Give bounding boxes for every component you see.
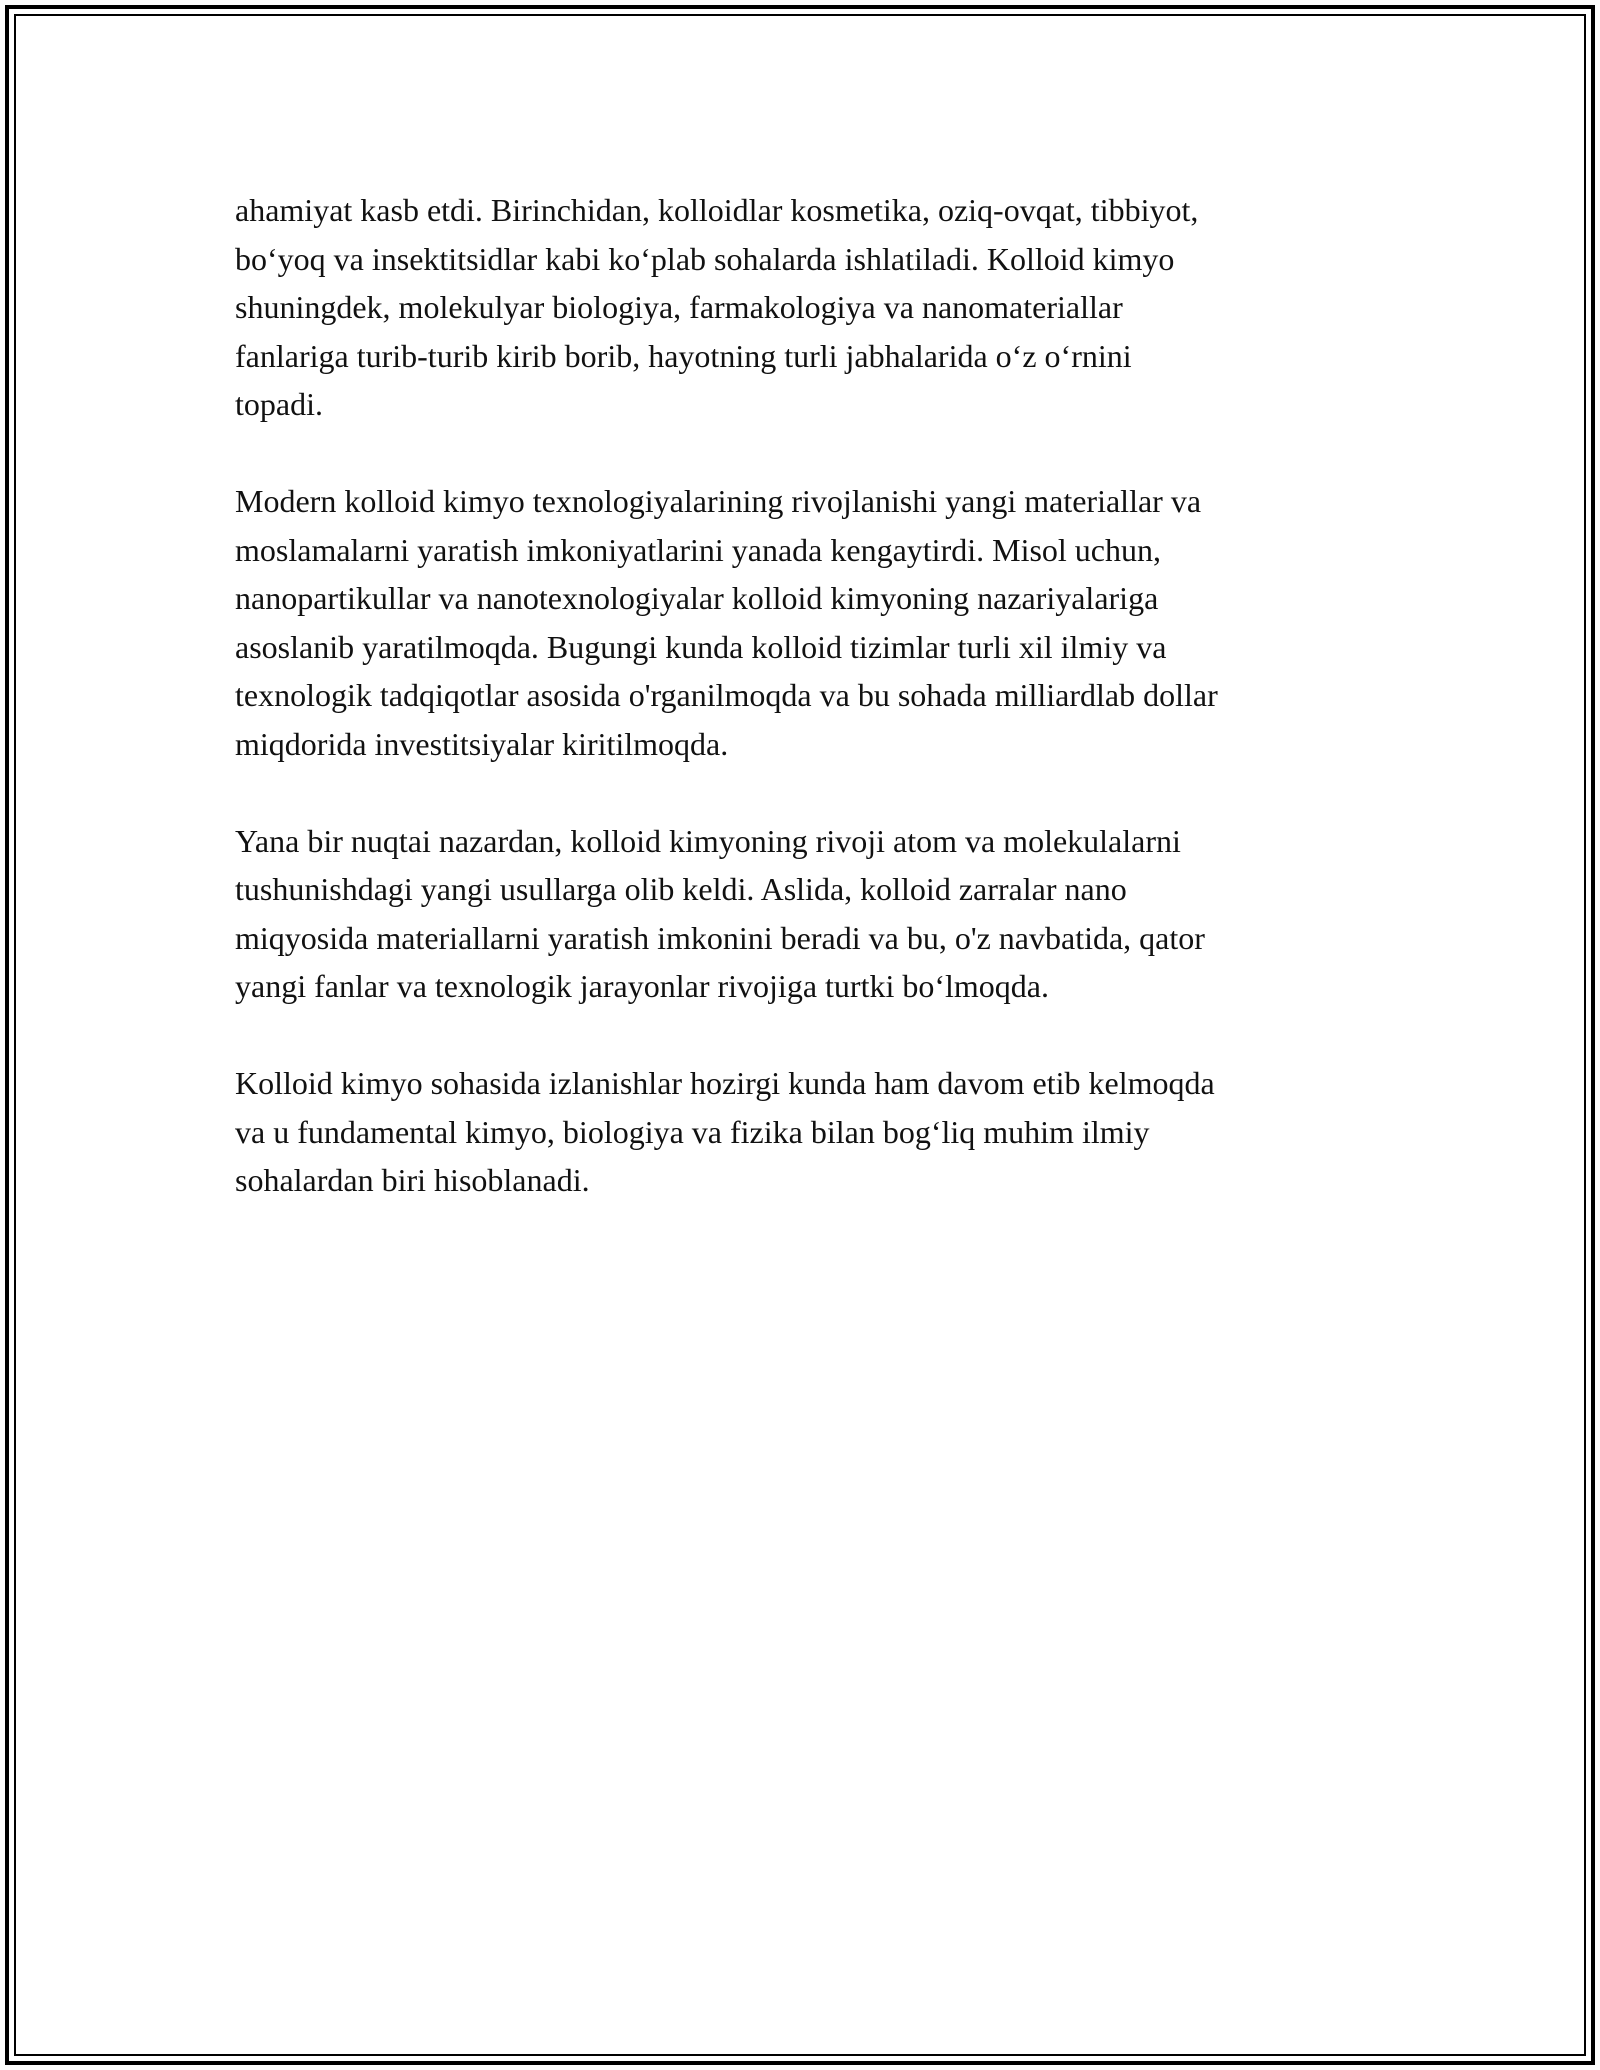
text-line: asoslanib yaratilmoqda. Bugungi kunda kolloid tizimlar turli xil ilmiy va [235, 628, 1167, 665]
text-line: yangi fanlar va texnologik jarayonlar rivojiga turtki bo‘lmoqda. [235, 968, 1049, 1004]
text-line: Kolloid kimyo sohasida izlanishlar hozirgi kunda ham davom etib kelmoqda [235, 1065, 1215, 1101]
text-line: tushunishdagi yangi usullarga olib keldi. Aslida, kolloid zarralar nano [235, 871, 1127, 907]
text-line: miqyosida materiallarni yaratish imkonini beradi va bu, o'z navbatida, qator [235, 919, 1205, 956]
text-line: Yana bir nuqtai nazardan, kolloid kimyoning rivoji atom va molekulalarni [235, 822, 1181, 859]
text-line: Modern kolloid kimyo texnologiyalarining rivojlanishi yangi materiallar va [235, 483, 1202, 519]
text-line: texnologik tadqiqotlar asosida o'rganilmoqda va bu sohada milliardlab dollar [235, 677, 1218, 713]
text-line: nanopartikullar va nanotexnologiyalar kolloid kimyoning nazariyalariga [235, 580, 1159, 616]
text-line: va u fundamental kimyo, biologiya va fizika bilan bog‘liq muhim ilmiy [235, 1113, 1150, 1150]
text-line: miqdorida investitsiyalar kiritilmoqda. [235, 725, 729, 762]
text-line: sohalardan biri hisoblanadi. [235, 1162, 590, 1198]
paragraph-4 [235, 1059, 1375, 1205]
paragraph-3 [235, 817, 1375, 1011]
document-body [235, 186, 1375, 1205]
paragraph-1 [235, 186, 1375, 429]
text-line: shuningdek, molekulyar biologiya, farmakologiya va nanomateriallar [235, 289, 1123, 325]
text-line: moslamalarni yaratish imkoniyatlarini yanada kengaytirdi. Misol uchun, [235, 531, 1161, 568]
text-line: bo‘yoq va insektitsidlar kabi ko‘plab sohalarda ishlatiladi. Kolloid kimyo [235, 240, 1175, 277]
text-line: ahamiyat kasb etdi. Birinchidan, kolloidlar kosmetika, oziq-ovqat, tibbiyot, [235, 192, 1199, 228]
text-line: topadi. [235, 386, 323, 422]
text-line: fanlariga turib-turib kirib borib, hayotning turli jabhalarida o‘z o‘rnini [235, 337, 1132, 374]
paragraph-2 [235, 477, 1375, 768]
